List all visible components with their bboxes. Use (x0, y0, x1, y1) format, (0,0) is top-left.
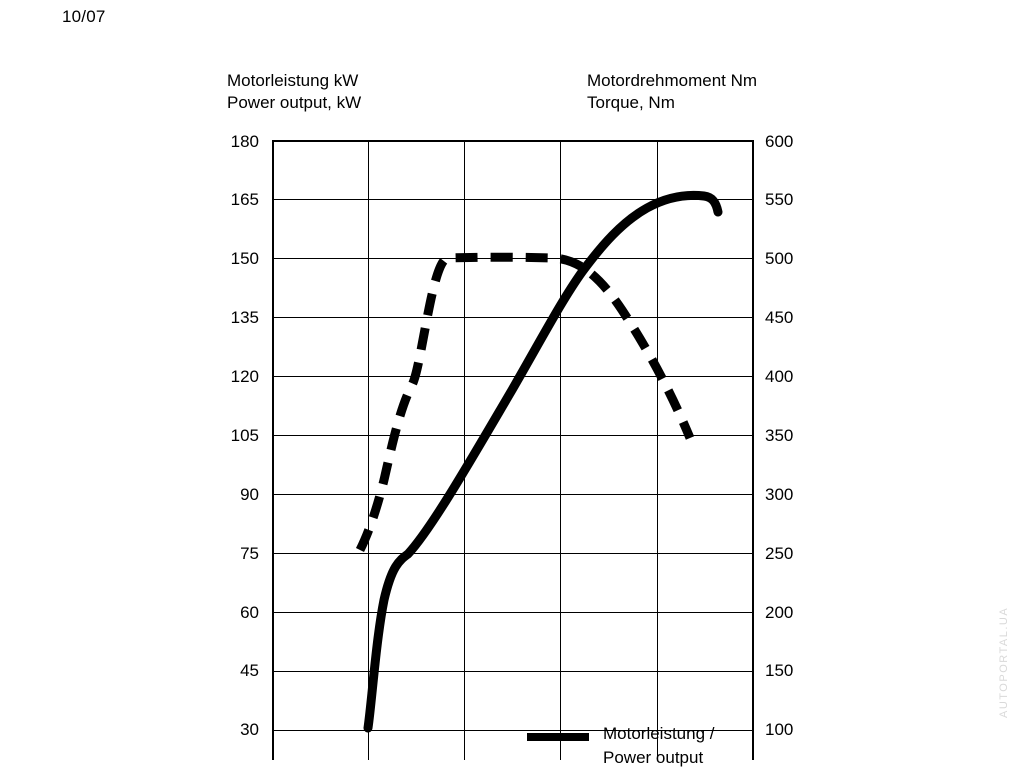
right-tick-300: 300 (765, 485, 794, 504)
torque-curve (360, 257, 690, 550)
right-tick-450: 450 (765, 308, 794, 327)
left-tick-120: 120 (230, 367, 259, 386)
curves-svg (272, 140, 754, 760)
chart-plot-area (272, 140, 754, 760)
right-tick-250: 250 (765, 544, 794, 563)
left-tick-135: 135 (230, 308, 259, 327)
right-axis-title (587, 70, 757, 114)
left-tick-165: 165 (230, 190, 259, 209)
document-code: 10/07 (62, 7, 106, 26)
right-tick-200: 200 (765, 603, 794, 622)
left-tick-75: 75 (240, 544, 259, 563)
left-tick-90: 90 (240, 485, 259, 504)
left-axis-title-de: Motorleistung kW (227, 71, 359, 90)
right-axis-title-de: Motordrehmoment Nm (587, 71, 758, 90)
left-tick-105: 105 (230, 426, 259, 445)
left-tick-45: 45 (240, 661, 259, 680)
left-axis-title-en: Power output, kW (227, 93, 362, 112)
right-tick-350: 350 (765, 426, 794, 445)
right-tick-100: 100 (765, 720, 794, 739)
left-tick-180: 180 (230, 132, 259, 151)
legend-label-power-de: Motorleistung / (603, 724, 715, 743)
right-tick-500: 500 (765, 249, 794, 268)
power-curve (368, 195, 718, 728)
legend-label-power (603, 722, 715, 770)
left-tick-150: 150 (230, 249, 259, 268)
right-axis-title-en: Torque, Nm (587, 93, 675, 112)
legend-swatch-power (527, 733, 589, 741)
left-axis-title (227, 70, 361, 114)
legend (527, 722, 715, 770)
watermark: AUTOPORTAL.UA (998, 606, 1010, 718)
right-tick-400: 400 (765, 367, 794, 386)
right-tick-550: 550 (765, 190, 794, 209)
right-tick-600: 600 (765, 132, 794, 151)
right-tick-150: 150 (765, 661, 794, 680)
left-tick-30: 30 (240, 720, 259, 739)
left-tick-60: 60 (240, 603, 259, 622)
legend-label-power-en: Power output (603, 748, 704, 767)
